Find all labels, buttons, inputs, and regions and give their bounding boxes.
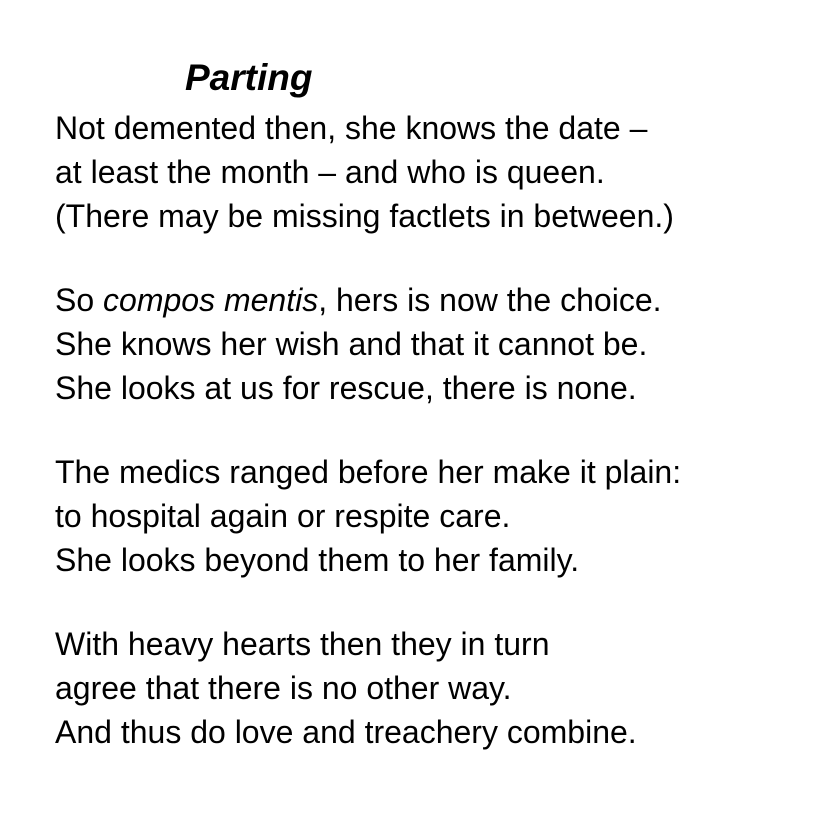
stanza-4-line-3: And thus do love and treachery combine. [55,714,637,750]
stanza-1-line-1: Not demented then, she knows the date – [55,110,648,146]
stanza-2-line-1-end: , hers is now the choice. [318,282,662,318]
stanza-4-line-2: agree that there is no other way. [55,670,512,706]
stanza-3 [55,450,681,582]
stanza-2-line-3: She looks at us for rescue, there is none. [55,370,637,406]
stanza-2 [55,278,662,410]
stanza-1-line-2: at least the month – and who is queen. [55,154,605,190]
stanza-2-line-1-italic-phrase: compos mentis [103,282,319,318]
stanza-2-line-1 [55,278,662,322]
stanza-3-line-2: to hospital again or respite care. [55,498,511,534]
stanza-2-line-1-start: So [55,282,104,318]
stanza-4 [55,622,637,754]
stanza-4-line-1: With heavy hearts then they in turn [55,626,550,662]
stanza-3-line-3: She looks beyond them to her family. [55,542,580,578]
poem-title: Parting [185,57,313,98]
stanza-1-line-3: (There may be missing factlets in between.) [55,198,674,234]
stanza-1 [55,106,674,238]
stanza-2-line-2: She knows her wish and that it cannot be. [55,326,648,362]
stanza-3-line-1: The medics ranged before her make it plain: [55,454,682,490]
